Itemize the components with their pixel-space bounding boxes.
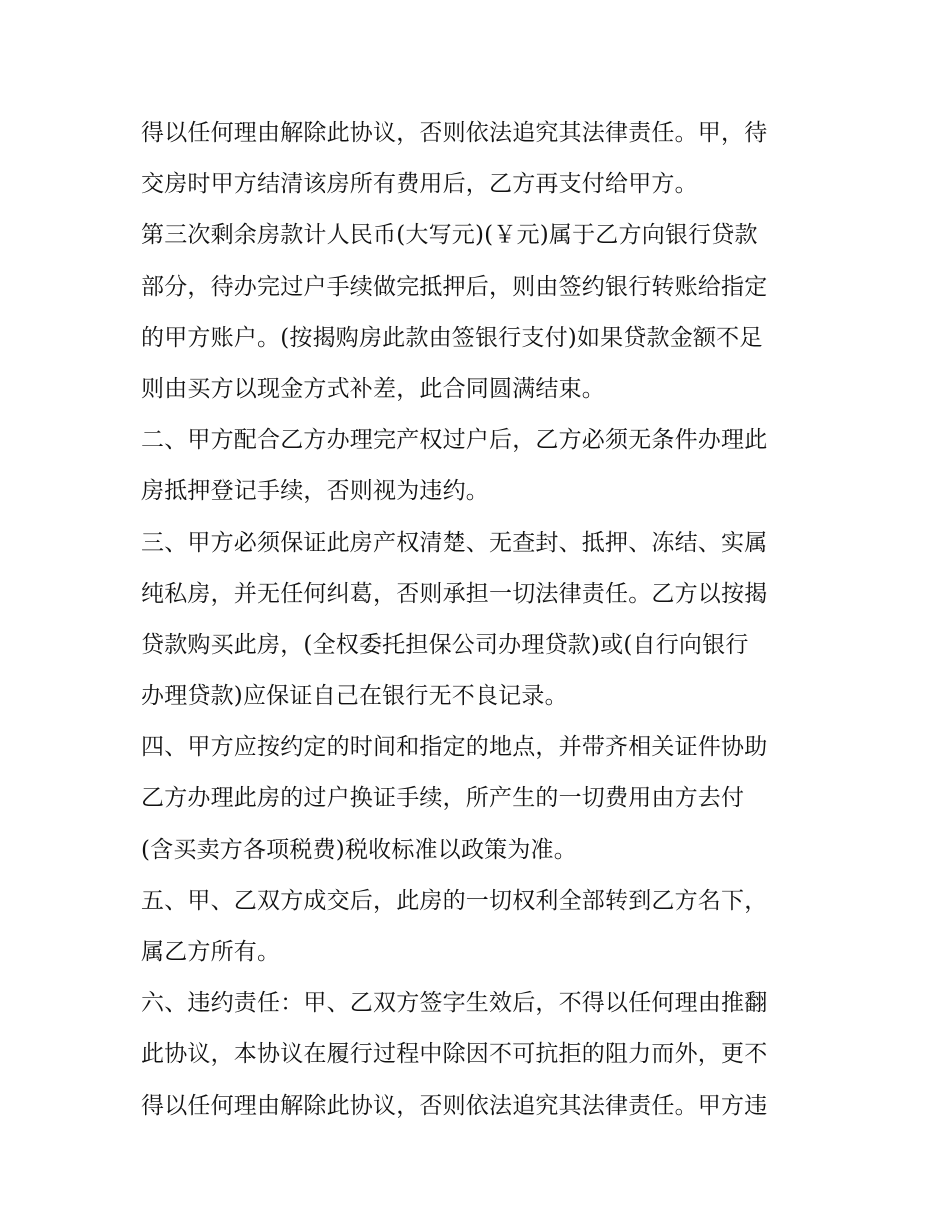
text-line: 三、甲方必须保证此房产权清楚、无查封、抵押、冻结、实属 — [141, 529, 768, 556]
text-line: 得以任何理由解除此协议，否则依法追究其法律责任。甲，待 — [141, 120, 768, 146]
contract-text-block — [141, 108, 821, 1132]
text-line: 房抵押登记手续，否则视为违约。 — [141, 478, 489, 505]
text-line: 二、甲方配合乙方办理完产权过户后，乙方必须无条件办理此 — [141, 427, 768, 454]
text-line: 四、甲方应按约定的时间和指定的地点，并带齐相关证件协助 — [141, 734, 768, 761]
text-line: 纯私房，并无任何纠葛，否则承担一切法律责任。乙方以按揭 — [141, 580, 768, 607]
text-line: 得以任何理由解除此协议，否则依法追究其法律责任。甲方违 — [141, 1092, 768, 1119]
text-line: (含买卖方各项税费)税收标准以政策为准。 — [141, 836, 577, 863]
text-line: 五、甲、乙双方成交后，此房的一切权利全部转到乙方名下， — [141, 887, 768, 914]
text-line: 则由买方以现金方式补差，此合同圆满结束。 — [141, 375, 605, 402]
text-line: 属乙方所有。 — [141, 939, 281, 965]
text-line: 部分，待办完过户手续做完抵押后，则由签约银行转账给指定 — [141, 273, 768, 300]
text-line: 六、违约责任：甲、乙双方签字生效后，不得以任何理由推翻 — [141, 990, 768, 1017]
text-line: 贷款购买此房，(全权委托担保公司办理贷款)或(自行向银行 — [141, 631, 749, 658]
text-line: 交房时甲方结清该房所有费用后，乙方再支付给甲方。 — [141, 171, 698, 198]
text-line: 第三次剩余房款计人民币(大写元)(￥元)属于乙方向银行贷款 — [141, 222, 758, 249]
text-line: 的甲方账户。(按揭购房此款由签银行支付)如果贷款金额不足 — [141, 324, 763, 351]
text-line: 此协议，本协议在履行过程中除因不可抗拒的阻力而外，更不 — [141, 1041, 768, 1068]
text-line: 乙方办理此房的过户换证手续，所产生的一切费用由方去付 — [141, 785, 745, 812]
text-line: 办理贷款)应保证自己在银行无不良记录。 — [141, 683, 568, 710]
